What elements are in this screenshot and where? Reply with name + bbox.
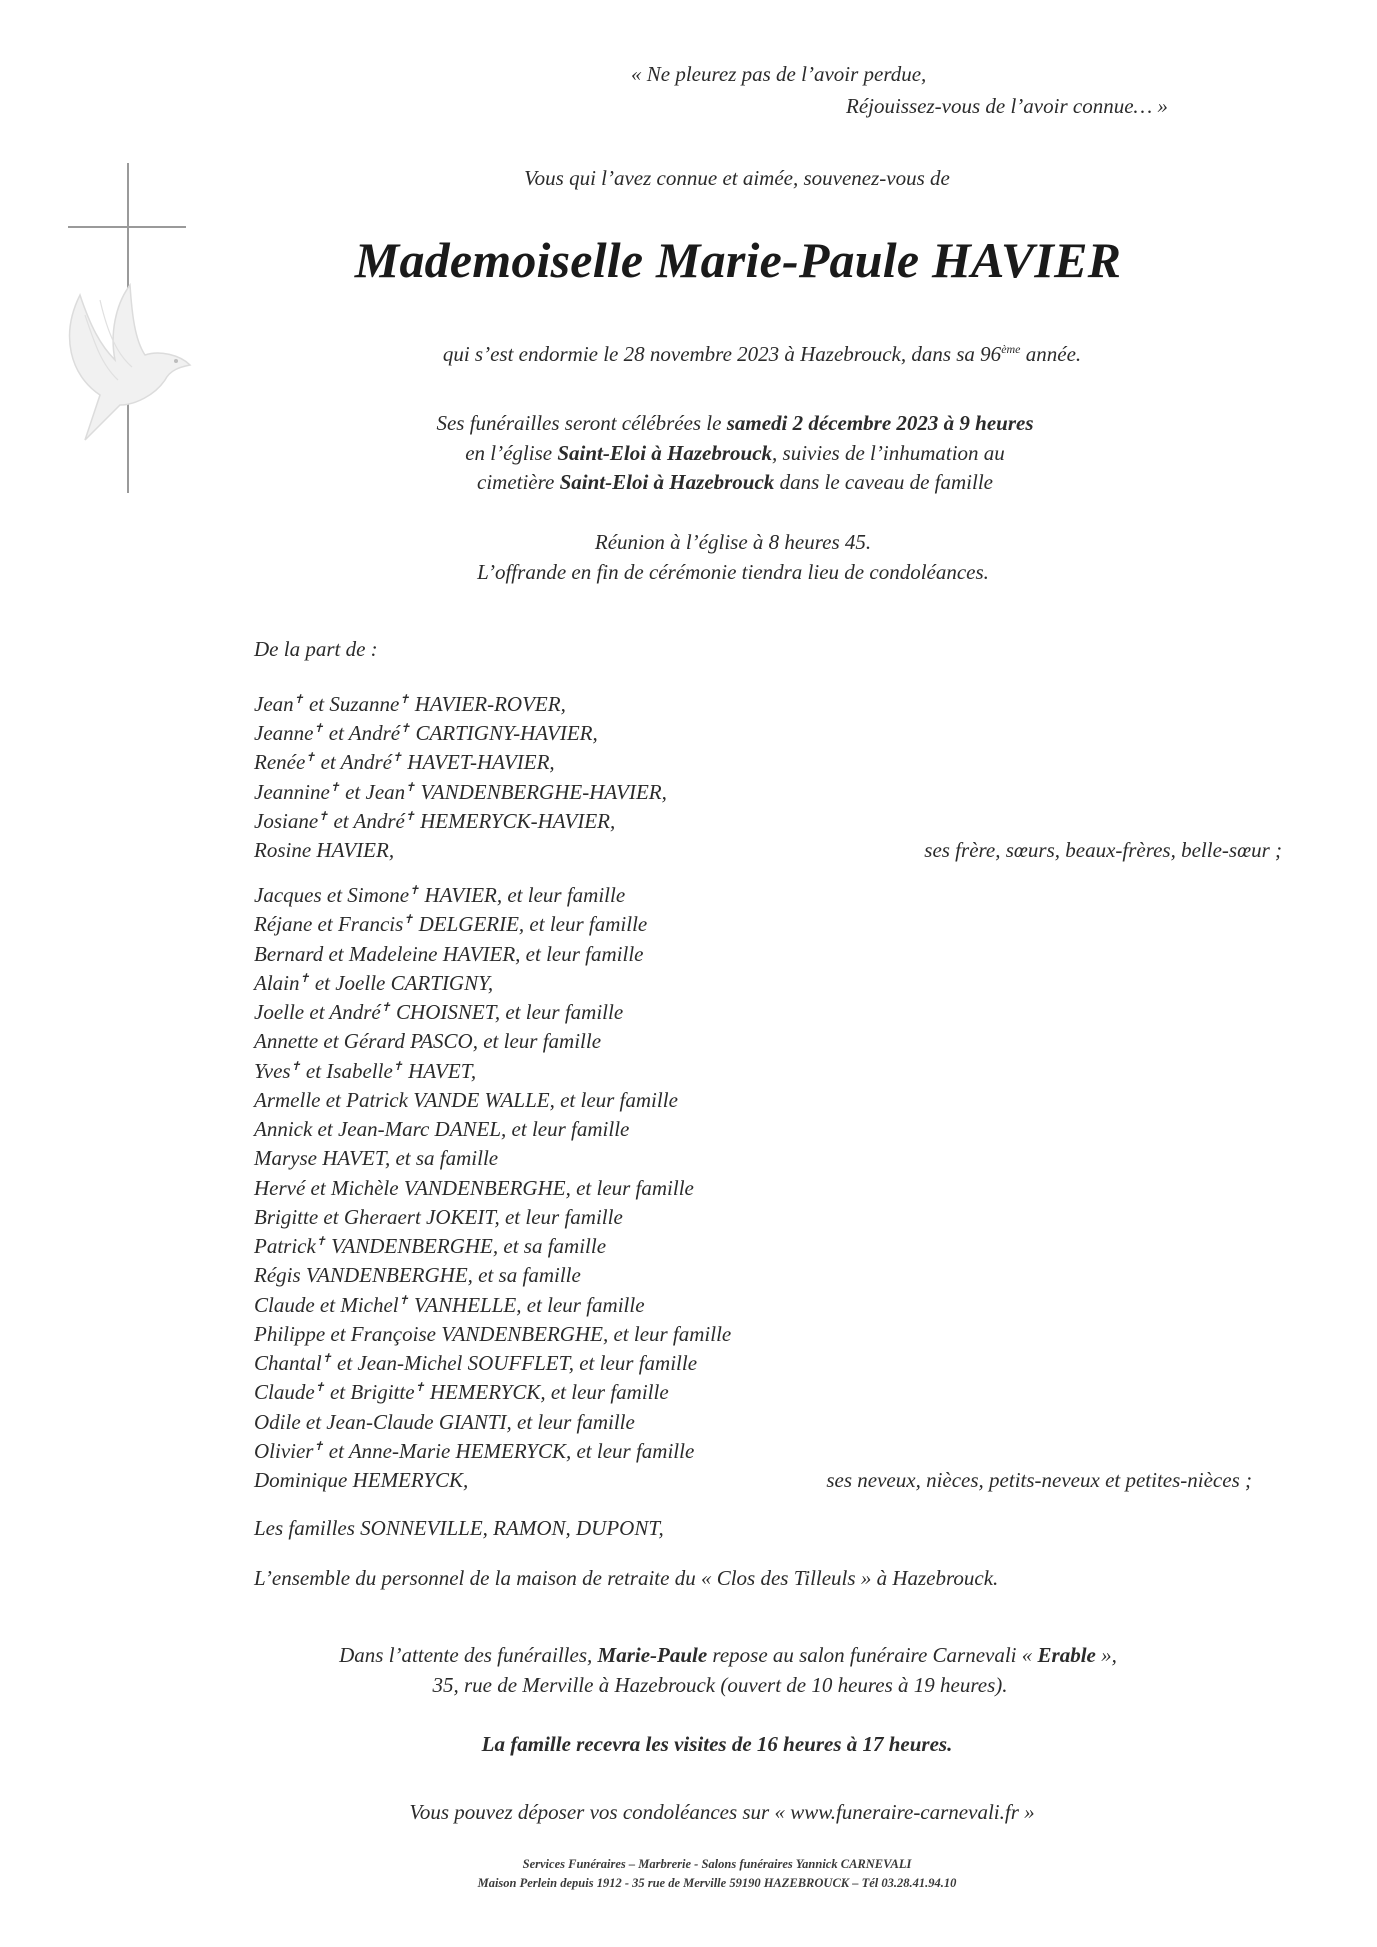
deceased-name: Mademoiselle Marie-Paule HAVIER xyxy=(354,232,1122,288)
list-item-text: CARTIGNY-HAVIER, xyxy=(410,721,598,746)
list-item-text: Rosine HAVIER, xyxy=(254,838,395,862)
quote-line-2: Réjouissez-vous de l’avoir connue… » xyxy=(846,94,1168,118)
intro-text: Vous qui l’avez connue et aimée, souvenez-vous de xyxy=(524,166,950,190)
list-item-text: Joelle et André xyxy=(254,1000,381,1024)
funeral-church: Saint-Eloi à Hazebrouck xyxy=(557,441,773,465)
list-item-text: et Brigitte xyxy=(324,1380,415,1405)
list-item-text: Brigitte et Gheraert JOKEIT, et leur famille xyxy=(254,1204,623,1229)
cross-mark-icon: ✝ xyxy=(380,1000,391,1014)
list-item-text: et Suzanne xyxy=(303,692,400,716)
relative-row xyxy=(254,1293,645,1318)
list-item-text: Jean xyxy=(254,692,294,716)
rest-salon-name: Erable xyxy=(1037,1643,1096,1667)
list-item-text: Odile et Jean-Claude GIANTI, et leur famille xyxy=(254,1409,635,1434)
siblings-relation: ses frère, sœurs, beaux-frères, belle-sœur ; xyxy=(924,838,1282,862)
relative-row xyxy=(254,1468,468,1493)
condolences-line: Vous pouvez déposer vos condoléances sur « www.funeraire-carnevali.fr » xyxy=(409,1800,1035,1824)
sibling-row xyxy=(254,750,555,775)
list-item-text: HEMERYCK-HAVIER, xyxy=(414,808,616,833)
list-item-text: HEMERYCK, et leur famille xyxy=(424,1380,669,1405)
list-item-text: Maryse HAVET, et sa famille xyxy=(254,1146,499,1171)
relative-row xyxy=(254,912,647,937)
list-item-text: HAVET-HAVIER, xyxy=(402,750,555,775)
death-tail: année. xyxy=(1020,342,1082,366)
rest-line-1 xyxy=(339,1643,1117,1668)
list-item-text: Dominique HEMERYCK, xyxy=(254,1468,469,1492)
relative-row xyxy=(254,1029,601,1054)
relative-row xyxy=(254,1059,476,1084)
families-line: Les familles SONNEVILLE, RAMON, DUPONT, xyxy=(254,1516,664,1540)
list-item-text: Josiane xyxy=(254,808,319,833)
list-item-text: Philippe et Françoise VANDENBERGHE, et leur famille xyxy=(254,1321,732,1346)
list-item-text: et André xyxy=(323,721,401,746)
list-item-text: et Isabelle xyxy=(300,1058,393,1083)
list-item-text: et André xyxy=(328,808,405,833)
relative-row xyxy=(254,1410,635,1435)
list-item-text: Chantal xyxy=(254,1351,322,1375)
list-item-text: Jeannine xyxy=(254,779,330,804)
relative-row xyxy=(254,1146,498,1171)
list-item-text: Patrick xyxy=(254,1234,316,1258)
list-item-text: Alain xyxy=(254,970,300,995)
cross-mark-icon: ✝ xyxy=(391,750,403,765)
cross-mark-icon: ✝ xyxy=(313,1438,324,1453)
funeral-date: samedi 2 décembre 2023 à 9 heures xyxy=(726,411,1034,435)
sibling-row xyxy=(254,780,667,805)
sibling-row xyxy=(254,692,566,717)
relative-row xyxy=(254,1088,678,1113)
relative-row xyxy=(254,1380,669,1405)
list-item-text: Réjane et Francis xyxy=(254,912,404,937)
funeral-line-2-text: en l’église xyxy=(465,441,558,465)
funeral-line-1-text: Ses funérailles seront célébrées le xyxy=(436,411,727,435)
cross-mark-icon: ✝ xyxy=(315,1234,326,1248)
footer-line-1: Services Funéraires – Marbrerie - Salons funéraires Yannick CARNEVALI xyxy=(522,1857,912,1871)
rest-line-1-text: Dans l’attente des funérailles, xyxy=(339,1643,598,1667)
list-item-text: et André xyxy=(315,750,392,775)
meeting-line-2: L’offrande en fin de cérémonie tiendra lieu de condoléances. xyxy=(477,560,989,584)
list-item-text: HAVIER-ROVER, xyxy=(409,692,566,716)
list-item-text: et Joelle CARTIGNY, xyxy=(309,970,494,995)
list-item-text: Jacques et Simone xyxy=(254,883,410,907)
visits-line: La famille recevra les visites de 16 heures à 17 heures. xyxy=(481,1732,953,1756)
relative-row xyxy=(254,942,643,967)
cross-mark-icon: ✝ xyxy=(299,970,310,985)
quote-line-1: « Ne pleurez pas de l’avoir perdue, xyxy=(631,62,927,86)
relative-row xyxy=(254,1234,606,1259)
list-item-text: Claude et Michel xyxy=(254,1292,399,1317)
from-label: De la part de : xyxy=(254,637,378,661)
cross-mark-icon: ✝ xyxy=(399,692,410,706)
cross-mark-icon: ✝ xyxy=(321,1351,332,1365)
funeral-line-1 xyxy=(436,411,1033,436)
list-item-text: VANDENBERGHE, et sa famille xyxy=(325,1234,607,1258)
list-item-text: et Anne-Marie HEMERYCK, et leur famille xyxy=(323,1438,695,1463)
death-text: qui s’est endormie le 28 novembre 2023 à Hazebrouck, dans sa 96 xyxy=(442,342,1002,366)
cross-mark-icon: ✝ xyxy=(405,779,416,794)
cross-mark-icon: ✝ xyxy=(398,1292,409,1307)
list-item-text: VANHELLE, et leur famille xyxy=(408,1292,645,1317)
cross-mark-icon: ✝ xyxy=(290,1058,301,1073)
nephews-relation: ses neveux, nièces, petits-neveux et petites-nièces ; xyxy=(826,1468,1252,1492)
relative-row xyxy=(254,1351,697,1376)
relative-row xyxy=(254,1000,623,1025)
death-announcement xyxy=(443,342,1081,367)
cross-mark-icon: ✝ xyxy=(329,779,340,794)
sibling-row xyxy=(254,838,394,863)
list-item-text: Renée xyxy=(254,750,306,775)
dove-icon xyxy=(40,255,210,455)
list-item-text: Régis VANDENBERGHE, et sa famille xyxy=(254,1263,581,1288)
rest-line-2: 35, rue de Merville à Hazebrouck (ouvert de 10 heures à 19 heures). xyxy=(432,1673,1008,1697)
cross-mark-icon: ✝ xyxy=(409,883,420,897)
cross-mark-icon: ✝ xyxy=(293,692,304,706)
relative-row xyxy=(254,1117,629,1142)
relative-row xyxy=(254,971,493,996)
funeral-line-2-tail: , suivies de l’inhumation au xyxy=(772,441,1005,465)
death-ordinal: ème xyxy=(1001,342,1021,356)
cross-horizontal-bar xyxy=(68,226,186,228)
staff-line: L’ensemble du personnel de la maison de retraite du « Clos des Tilleuls » à Hazebrouck. xyxy=(254,1566,999,1590)
cross-mark-icon: ✝ xyxy=(400,721,411,736)
list-item-text: et Jean xyxy=(339,779,406,804)
funeral-cemetery: Saint-Eloi à Hazebrouck xyxy=(559,470,775,494)
footer-line-2: Maison Perlein depuis 1912 - 35 rue de Merville 59190 HAZEBROUCK – Tél 03.28.41.94.10 xyxy=(477,1876,957,1890)
relative-row xyxy=(254,1176,694,1201)
relative-row xyxy=(254,1263,581,1288)
list-item-text: Claude xyxy=(254,1380,315,1405)
rest-first-name: Marie-Paule xyxy=(597,1643,708,1667)
funeral-line-3-text: cimetière xyxy=(477,470,560,494)
cross-mark-icon: ✝ xyxy=(392,1058,403,1073)
rest-line-1-tail: », xyxy=(1095,1643,1117,1667)
list-item-text: Bernard et Madeleine HAVIER, et leur famille xyxy=(254,941,644,966)
relative-row xyxy=(254,1205,623,1230)
list-item-text: Hervé et Michèle VANDENBERGHE, et leur famille xyxy=(254,1175,694,1200)
list-item-text: DELGERIE, et leur famille xyxy=(413,912,648,937)
relative-row xyxy=(254,1439,694,1464)
list-item-text: et Jean-Michel SOUFFLET, et leur famille xyxy=(331,1351,698,1375)
sibling-row xyxy=(254,809,615,834)
funeral-line-3-tail: dans le caveau de famille xyxy=(774,470,993,494)
cross-mark-icon: ✝ xyxy=(314,1380,325,1395)
cross-mark-icon: ✝ xyxy=(313,721,324,736)
cross-mark-icon: ✝ xyxy=(403,912,414,927)
relative-row xyxy=(254,1322,731,1347)
funeral-line-3 xyxy=(477,470,993,495)
cross-mark-icon: ✝ xyxy=(305,750,316,765)
relative-row xyxy=(254,883,625,908)
list-item-text: VANDENBERGHE-HAVIER, xyxy=(415,779,667,804)
list-item-text: Annette et Gérard PASCO, et leur famille xyxy=(254,1029,602,1054)
cross-mark-icon: ✝ xyxy=(414,1380,425,1395)
list-item-text: Yves xyxy=(254,1058,291,1083)
cross-mark-icon: ✝ xyxy=(404,808,415,823)
list-item-text: Olivier xyxy=(254,1438,314,1463)
list-item-text: Armelle et Patrick VANDE WALLE, et leur famille xyxy=(254,1087,678,1112)
meeting-line-1: Réunion à l’église à 8 heures 45. xyxy=(594,530,872,554)
cross-mark-icon: ✝ xyxy=(318,808,329,823)
list-item-text: HAVIER, et leur famille xyxy=(419,883,626,907)
funeral-line-2 xyxy=(465,441,1005,466)
rest-line-1-mid: repose au salon funéraire Carnevali « xyxy=(707,1643,1038,1667)
list-item-text: Annick et Jean-Marc DANEL, et leur famille xyxy=(254,1117,630,1141)
list-item-text: CHOISNET, et leur famille xyxy=(390,1000,624,1024)
sibling-row xyxy=(254,721,598,746)
list-item-text: HAVET, xyxy=(402,1058,477,1083)
list-item-text: Jeanne xyxy=(254,721,314,746)
